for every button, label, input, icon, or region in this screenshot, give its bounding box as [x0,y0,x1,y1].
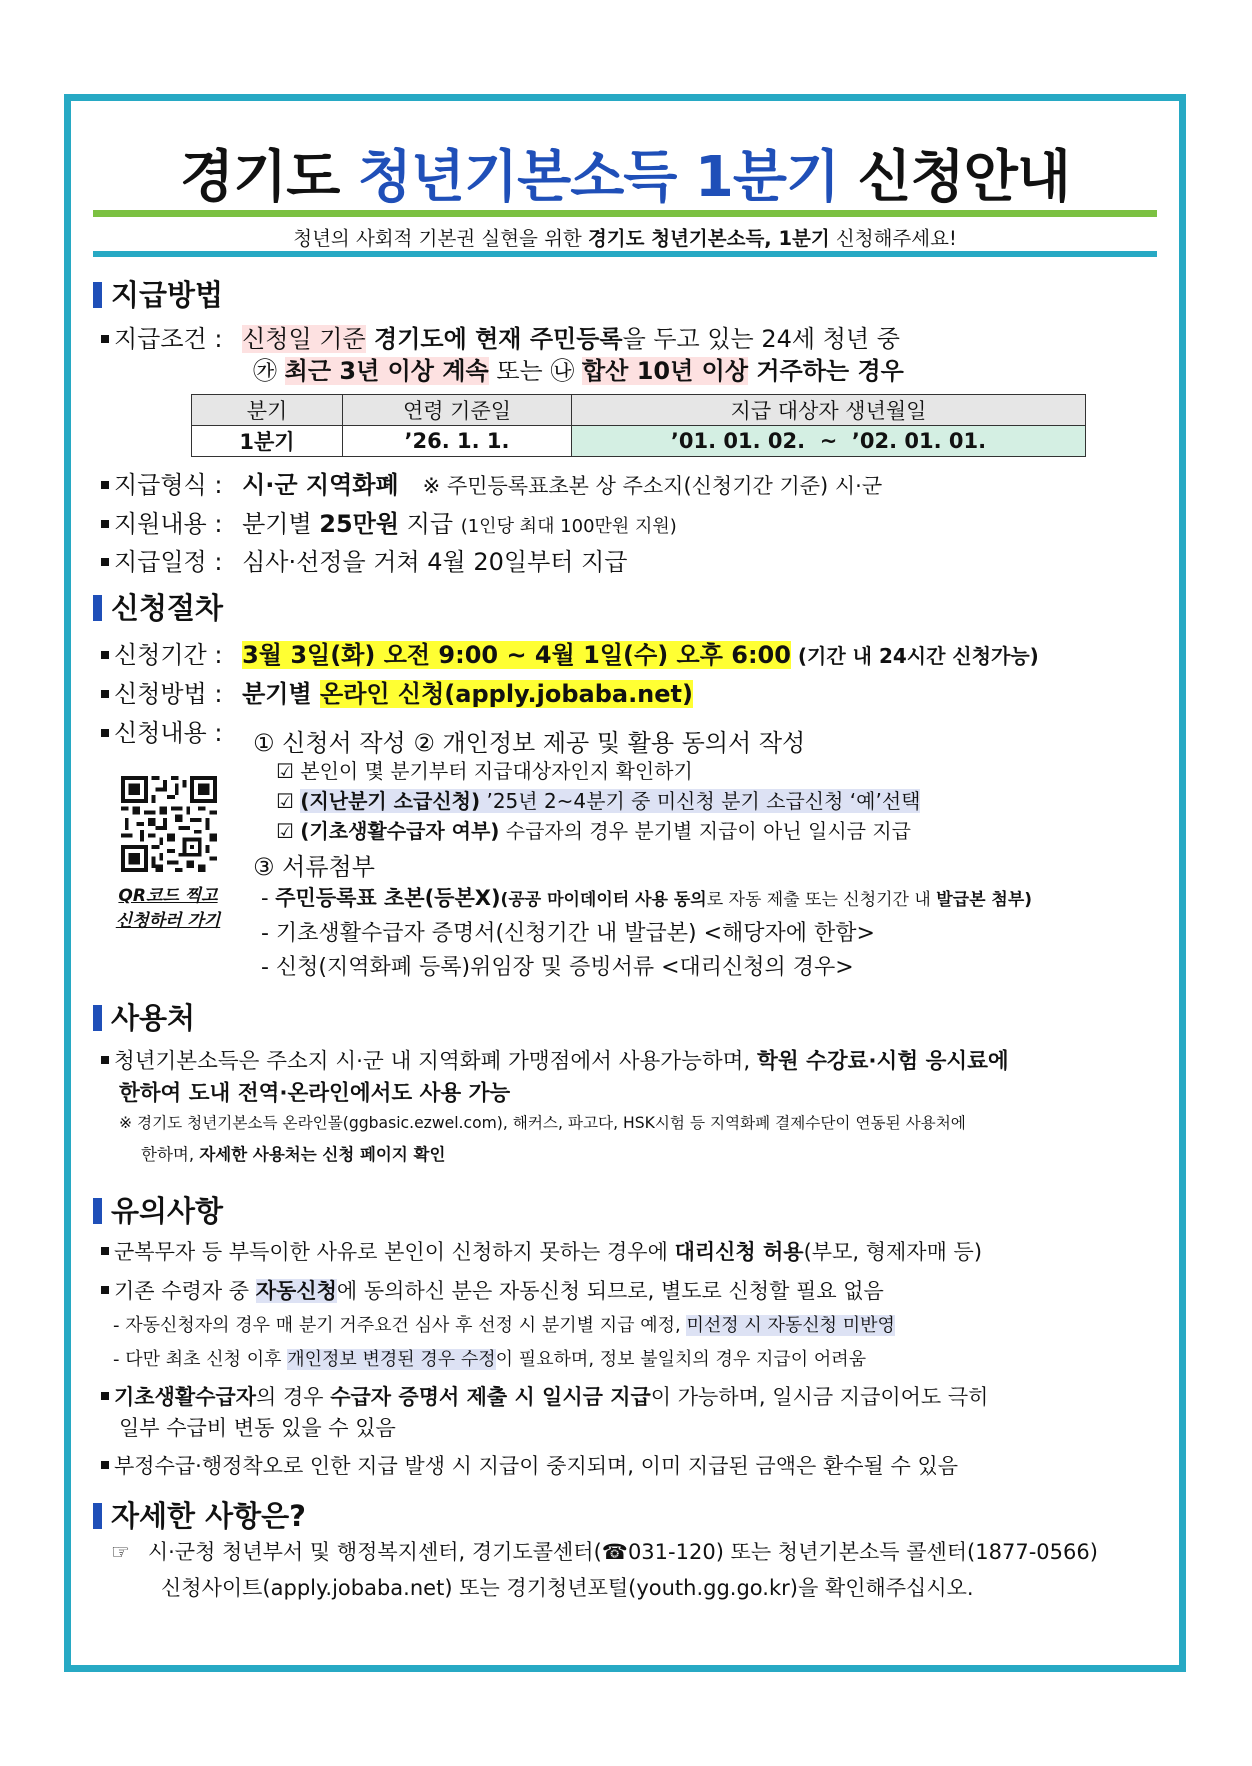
text: ☑ 본인이 몇 분기부터 지급대상자인지 확인하기 [276,759,693,783]
table-header-row [192,395,1086,426]
usage-note2 [141,1141,445,1165]
text-bold: 3월 3일(화) 오전 9:00 ~ 4월 1일(수) 오후 6:00 [242,641,791,669]
label: 지급일정 : [114,548,223,576]
text-bold: 한하여 도내 전역·온라인에서도 사용 가능 [119,1081,511,1106]
text-bold: 학원 수강료·시험 응시료에 [757,1049,1009,1074]
text: 신청일 기준 [242,325,366,353]
qr-caption[interactable] [93,884,243,934]
section-marker [93,1198,102,1224]
notice-line3-cont [119,1412,396,1442]
notice-line3 [101,1381,988,1411]
usage-note1 [119,1111,966,1133]
text: ☑ [276,789,301,813]
qr-caption-line2: 신청하러 가기 [115,911,221,931]
title-part3: 신청안내 [839,145,1070,210]
bullet-square [101,1056,109,1064]
apply-doc3 [261,950,854,981]
text-bold: 기초생활수급자 [114,1385,257,1409]
apply-check1 [276,755,693,784]
apply-check3 [276,815,911,844]
section-heading-apply [93,586,223,627]
payment-amount-row [101,504,677,539]
text: ㉮ [253,357,285,385]
pointing-hand-icon: ☞ [111,1540,130,1564]
bullet-square [101,651,109,659]
text: 이 가능하며, 일시금 지급이어도 극히 [650,1385,989,1409]
text-bold: 발급본 첨부) [936,890,1033,910]
text-bold: 분기별 [242,680,321,708]
table-cell: ’26. 1. 1. [343,426,572,457]
note: (1인당 최대 100만원 지원) [460,516,677,537]
text: 군복무자 등 부득이한 사유로 본인이 신청하지 못하는 경우에 [114,1240,675,1264]
text: 시·군청 청년부서 및 행정복지센터, 경기도콜센터(☎031-120) 또는 청년기본소득 콜센터(1877-0566) [147,1540,1098,1564]
section-heading-usage [93,996,195,1037]
apply-content-row [101,713,222,748]
text: 로 자동 제출 또는 신청기간 내 [706,890,937,910]
label: 신청내용 : [114,719,223,747]
text: 기존 수령자 중 [114,1279,256,1303]
text-bold: (지난분기 소급신청) [300,789,481,813]
text: - 기초생활수급자 증명서(신청기간 내 발급본) <해당자에 한함> [261,921,875,946]
notice-line2-sub1 [113,1311,895,1337]
subtitle-bold: 경기도 청년기본소득, 1분기 [587,227,830,250]
bullet-square [101,1286,109,1294]
green-divider [93,210,1157,217]
table-cell: 1분기 [192,426,343,457]
text-bold: 최근 3년 이상 계속 [284,357,489,385]
text: ① 신청서 작성 ② 개인정보 제공 및 활용 동의서 작성 [253,729,806,757]
text: - 신청(지역화폐 등록)위임장 및 증빙서류 <대리신청의 경우> [261,955,854,980]
text-bold: 대리신청 허용 [674,1240,804,1264]
note: (기간 내 24시간 신청가능) [790,644,1039,668]
usage-line2 [119,1076,510,1107]
section-marker [93,282,102,308]
page-title [71,133,1179,213]
text: - 다만 최초 신청 이후 [113,1349,288,1370]
text-bold: 자동신청 [255,1279,337,1303]
eligibility-table [191,394,1086,457]
section-marker [93,1503,102,1529]
contact-line1 [111,1536,1098,1566]
text: ☑ [276,819,301,843]
section-title: 유의사항 [111,1194,224,1228]
text-bold: 합산 10년 이상 [581,357,748,385]
text: (부모, 형제자매 등) [803,1240,983,1264]
document-frame [64,94,1186,1672]
section-heading-contact [93,1494,306,1535]
text: 개인정보 변경된 경우 수정 [287,1349,496,1370]
text: 에 동의하신 분은 자동신청 되므로, 별도로 신청할 필요 없음 [336,1279,884,1303]
subtitle [71,223,1179,251]
text-bold: 경기도에 현재 주민등록 [365,325,623,353]
apply-period-row [101,635,1039,670]
notice-line1 [101,1236,982,1266]
bullet-square [101,558,109,566]
payment-condition-row2 [253,351,904,386]
bullet-square [101,1461,109,1469]
blue-divider [93,251,1157,257]
text-bold: 25만원 [319,510,400,538]
label: 지원내용 : [114,510,223,538]
text: 의 경우 [256,1385,331,1409]
title-part2: 청년기본소득 1분기 [357,145,840,210]
section-heading-payment [93,273,223,314]
section-title: 신청절차 [111,591,224,625]
bullet-square [101,520,109,528]
section-title: 사용처 [111,1001,196,1035]
text: 수급자의 경우 분기별 지급이 아닌 일시금 지급 [499,819,912,843]
text: ③ 서류첨부 [253,853,375,881]
note: ※ 주민등록표초본 상 주소지(신청기간 기준) 시·군 [422,474,883,498]
apply-check2 [276,785,920,814]
text: 일부 수급비 변동 있을 수 있음 [119,1416,396,1440]
table-header-cell: 연령 기준일 [343,395,572,426]
text: 이 필요하며, 정보 불일치의 경우 지급이 어려움 [495,1349,867,1370]
subtitle-post: 신청해주세요! [829,227,957,250]
text: 을 두고 있는 24세 청년 중 [622,325,900,353]
section-title: 자세한 사항은? [111,1499,307,1533]
label: 신청방법 : [114,680,223,708]
bullet-square [101,335,109,343]
section-title: 지급방법 [111,278,224,312]
payment-schedule-row [101,542,627,577]
subtitle-pre: 청년의 사회적 기본권 실현을 위한 [293,227,588,250]
text-bold: 시·군 지역화폐 [242,471,399,499]
apply-step3 [253,847,375,882]
qr-caption-line1: QR코드 찍고 [118,886,218,906]
text: ’25년 2~4분기 중 미신청 분기 소급신청 ‘예’선택 [480,789,921,813]
text: 신청사이트(apply.jobaba.net) 또는 경기청년포털(youth.gg.go.kr)을 확인해주십시오. [161,1576,974,1600]
text: 지급 [399,510,461,538]
text-bold: (기초생활수급자 여부) [300,819,500,843]
qr-code-image[interactable] [121,776,217,872]
title-part1: 경기도 [180,145,358,210]
text-bold: 거주하는 경우 [748,357,904,385]
apply-doc1 [261,882,1032,912]
section-heading-notice [93,1189,223,1230]
bullet-square [101,1247,109,1255]
text: 또는 ㉯ [488,357,582,385]
table-header-cell: 지급 대상자 생년월일 [572,395,1086,426]
contact-line2 [161,1572,974,1602]
text: 부정수급·행정착오로 인한 지급 발생 시 지급이 중지되며, 이미 지급된 금액은 환수될 수 있음 [114,1454,959,1478]
section-marker [93,1005,102,1031]
usage-line1 [101,1044,1009,1075]
section-marker [93,595,102,621]
text-bold: 온라인 신청(apply.jobaba.net) [320,680,693,708]
table-header-cell: 분기 [192,395,343,426]
apply-doc2 [261,916,875,947]
text: 청년기본소득은 주소지 시·군 내 지역화폐 가맹점에서 사용가능하며, [114,1049,758,1074]
text: - [261,886,276,910]
note: 한하며, [141,1145,200,1164]
bullet-square [101,729,109,737]
label: 지급조건 : [114,325,223,353]
apply-step1 [253,723,805,758]
text-bold: (공공 마이데이터 사용 동의 [500,890,707,910]
text-bold: 수급자 증명서 제출 시 일시금 지급 [330,1385,651,1409]
note-bold: 자세한 사용처는 신청 페이지 확인 [199,1145,446,1164]
text: 심사·선정을 거쳐 4월 20일부터 지급 [242,548,628,576]
note: ※ 경기도 청년기본소득 온라인몰(ggbasic.ezwel.com), 해커스, 파고다, HSK시험 등 지역화폐 결제수단이 연동된 사용처에 [119,1114,966,1132]
text: 분기별 [242,510,320,538]
payment-condition-row [101,319,900,354]
bullet-square [101,690,109,698]
label: 지급형식 : [114,471,223,499]
bullet-square [101,1392,109,1400]
label: 신청기간 : [114,641,223,669]
apply-method-row [101,674,693,709]
payment-form-row [101,465,882,500]
text: - 자동신청자의 경우 매 분기 거주요건 심사 후 선정 시 분기별 지급 예정, [113,1315,687,1336]
notice-line4 [101,1450,958,1480]
notice-line2 [101,1275,884,1305]
text: 미선정 시 자동신청 미반영 [686,1315,895,1336]
table-row [192,426,1086,457]
notice-line2-sub2 [113,1345,866,1371]
text-bold: 주민등록표 초본(등본X) [275,886,501,910]
table-cell: ’01. 01. 02. ~ ’02. 01. 01. [572,426,1086,457]
bullet-square [101,481,109,489]
